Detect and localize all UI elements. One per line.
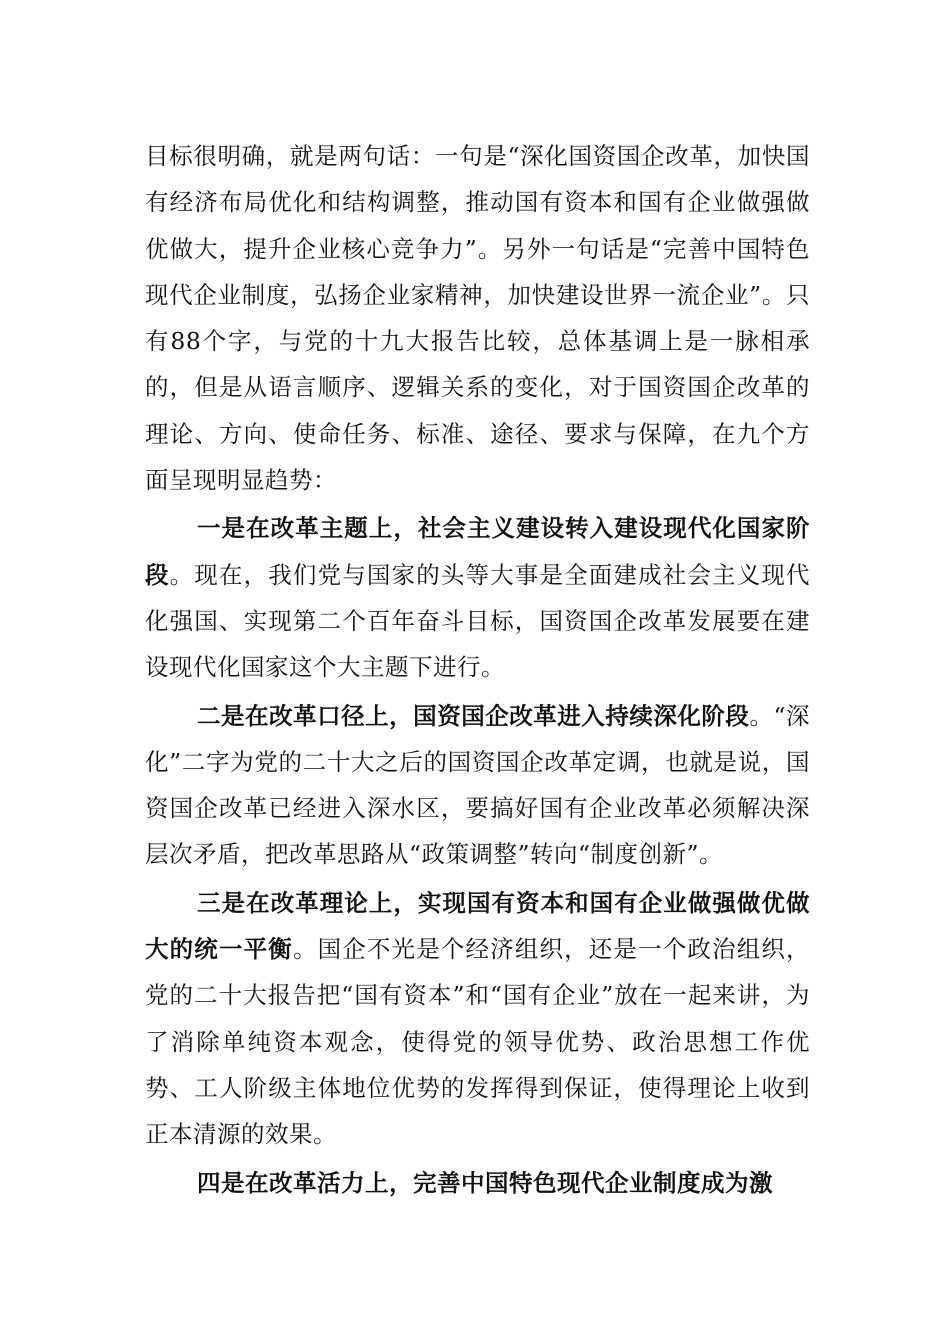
paragraph-point-four: [145, 1160, 810, 1206]
paragraph-intro-text: 目标很明确，就是两句话：一句是“深化国资国企改革，加快国有经济布局优化和结构调整，推动国有资本和国有企业做强做优做大，提升企业核心竞争力”。另外一句话是“完善中国特色现代企业制度，弘扬企业家精神，加快建设世界一流企业”。只有88个字，与党的十九大报告比较，总体基调上是一脉相承的，但是从语言顺序、逻辑关系的变化，对于国资国企改革的理论、方向、使命任务、标准、途径、要求与保障，在九个方面呈现明显趋势：: [145, 142, 810, 495]
paragraph-point-four-heading: 四是在改革活力上，完善中国特色现代企业制度成为激: [197, 1168, 773, 1197]
paragraph-point-one-heading: 一是在改革主题上，社会主义建设转入建设现代化国家阶段: [145, 514, 810, 589]
paragraph-point-one-text: 。现在，我们党与国家的头等大事是全面建成社会主义现代化强国、实现第二个百年奋斗目标，国资国企改革发展要在建设现代化国家这个大主题下进行。: [145, 560, 811, 682]
paragraph-point-three: [145, 880, 810, 1158]
paragraph-intro: [145, 133, 810, 503]
paragraph-point-two-text: 。“深化”二字为党的二十大之后的国资国企改革定调，也就是说，国资国企改革已经进入深水区，要搞好国有企业改革必须解决深层次矛盾，把改革思路从“政策调整”转向“制度创新”。: [145, 701, 811, 869]
paragraph-point-one: [145, 505, 810, 690]
paragraph-point-three-text: 。国企不光是个经济组织，还是一个政治组织，党的二十大报告把“国有资本”和“国有企业”放在一起来讲，为了消除单纯资本观念，使得党的领导优势、政治思想工作优势、工人阶级主体地位优势的发挥得到保证，使得理论上收到正本清源的效果。: [145, 935, 811, 1149]
paragraph-point-two-heading: 二是在改革口径上，国资国企改革进入持续深化阶段: [197, 701, 750, 730]
paragraph-point-two: [145, 693, 810, 878]
document-body: [145, 133, 810, 1206]
paragraph-point-three-heading: 三是在改革理论上，实现国有资本和国有企业做强做优做大的统一平衡: [145, 888, 810, 964]
